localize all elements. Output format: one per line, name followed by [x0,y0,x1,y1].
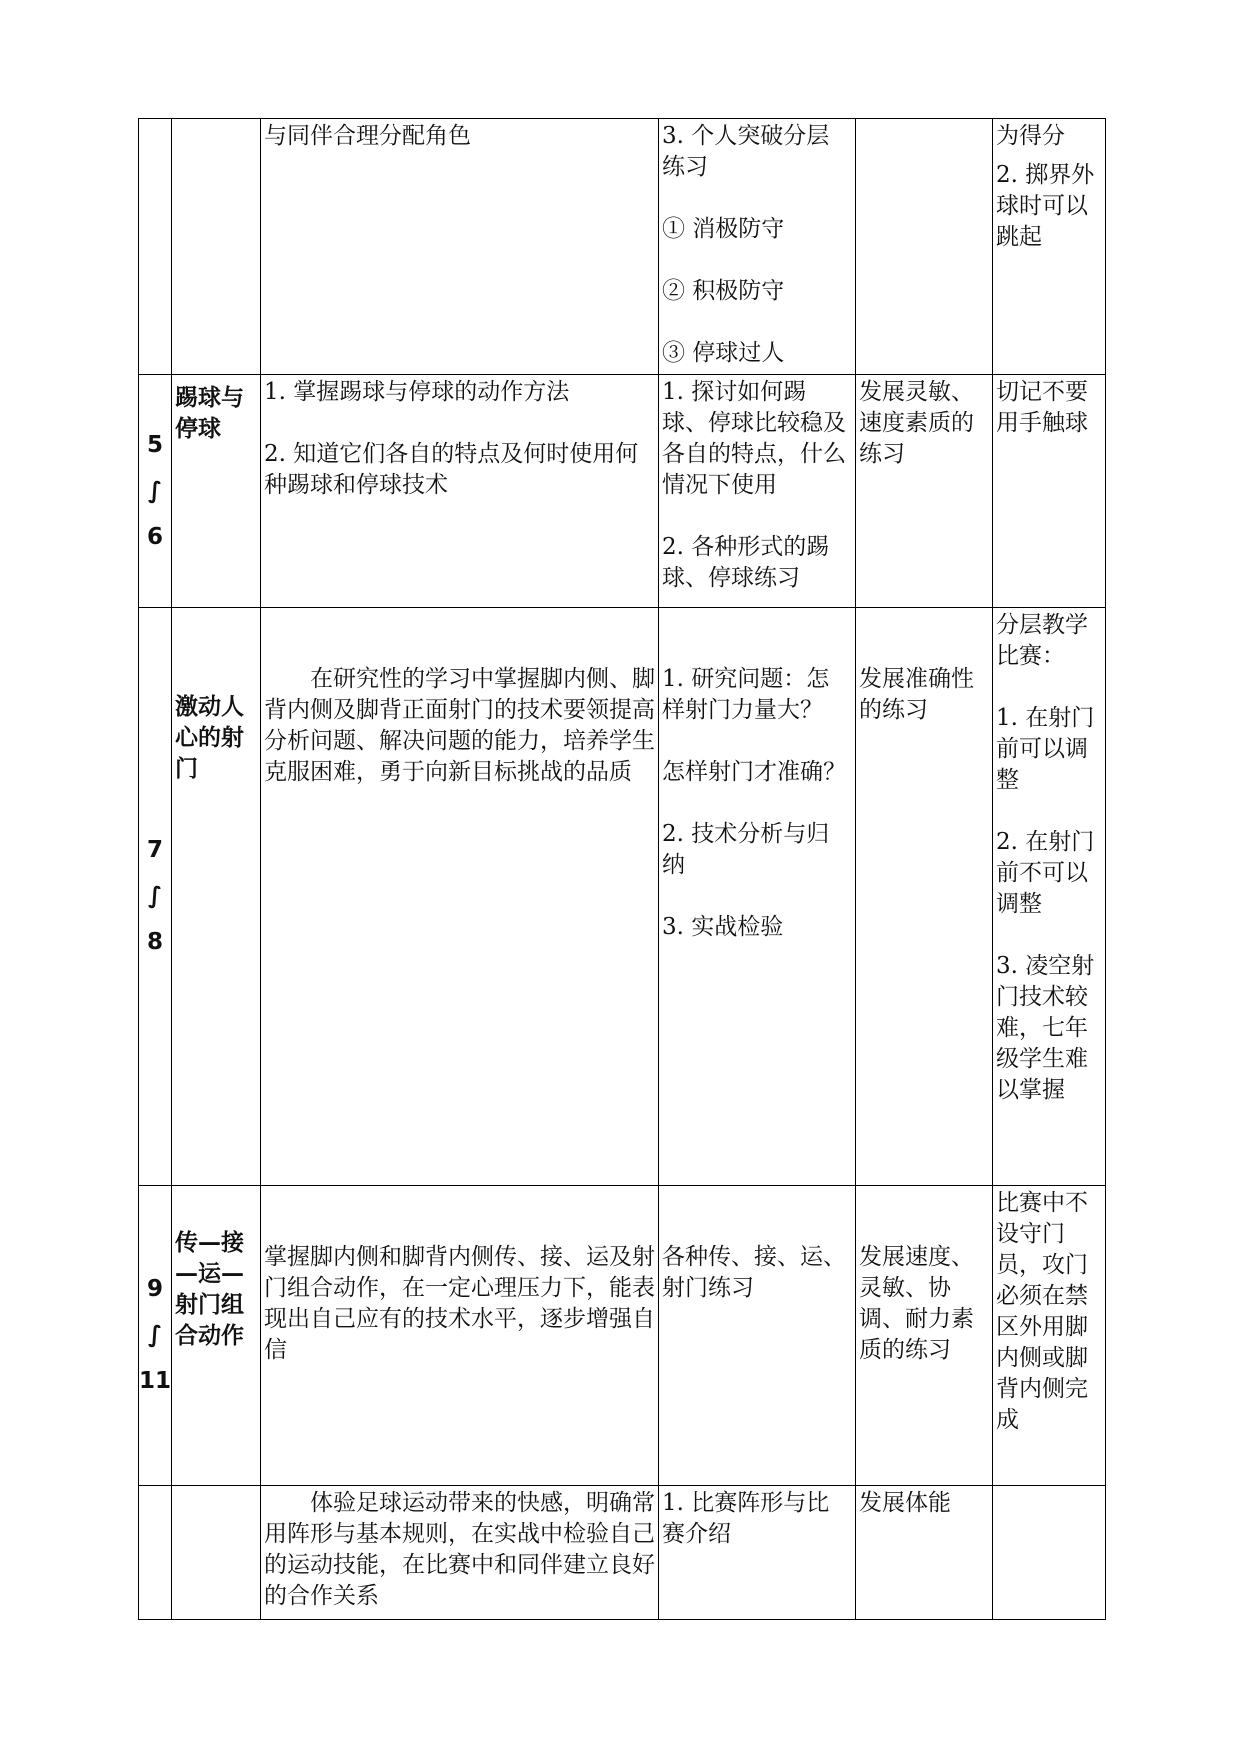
content-text: ① 消极防守 [662,216,785,242]
notes-cell [993,119,1106,375]
content-text: 2. 技术分析与归纳 [662,821,830,878]
lesson-number-cell [139,119,172,375]
lesson-number-end: 8 [146,929,163,955]
fitness-text: 发展准确性的练习 [859,666,974,723]
content-text: 各种传、接、运、射门练习 [662,1244,846,1301]
content-text: ② 积极防守 [662,278,785,304]
notes-cell [993,375,1106,608]
fitness-text: 发展速度、灵敏、协调、耐力素质的练习 [859,1244,974,1363]
goal-text: 体验足球运动带来的快感，明确常用阵形与基本规则，在实战中检验自己的运动技能，在比赛中和同伴建立良好的合作关系 [264,1490,655,1609]
table-row [139,1186,1106,1486]
table-row [139,1486,1106,1620]
notes-cell [993,608,1106,1186]
fitness-cell [856,119,993,375]
notes-cell [993,1486,1106,1620]
lesson-number-sep: ∫ [147,883,163,909]
content-text: 1. 研究问题：怎样射门力量大？ [662,666,830,723]
content-text: 1. 探讨如何踢球、停球比较稳及各自的特点，什么情况下使用 [662,379,846,498]
lesson-number-cell [139,1186,172,1486]
content-cell [659,375,856,608]
table-row [139,375,1106,608]
goal-cell [261,375,659,608]
fitness-text: 发展体能 [859,1490,951,1516]
goal-text: 掌握脚内侧和脚背内侧传、接、运及射门组合动作，在一定心理压力下，能表现出自己应有的技术水平，逐步增强自信 [264,1244,655,1363]
goal-text: 2. 知道它们各自的特点及何时使用何种踢球和停球技术 [264,441,639,498]
notes-text: 1. 在射门前可以调整 [996,705,1095,793]
notes-text: 分层教学比赛： [996,612,1088,669]
goal-text: 与同伴合理分配角色 [264,123,471,149]
topic-title: 激动人心的射门 [175,694,244,782]
notes-text: 2. 掷界外球时可以跳起 [996,162,1095,250]
fitness-cell [856,1486,993,1620]
content-cell [659,1486,856,1620]
lesson-number-start: 5 [146,431,163,458]
topic-cell [172,608,261,1186]
lesson-number-cell [139,608,172,1186]
topic-cell [172,119,261,375]
table-row [139,119,1106,375]
content-text: 1. 比赛阵形与比赛介绍 [662,1490,830,1547]
goal-cell [261,1486,659,1620]
goal-text: 在研究性的学习中掌握脚内侧、脚背内侧及脚背正面射门的技术要领提高分析问题、解决问题的能力，培养学生克服困难，勇于向新目标挑战的品质 [264,666,655,785]
content-text: 怎样射门才准确？ [662,759,846,785]
lesson-number-cell [139,1486,172,1620]
topic-title: 传—接—运—射门组合动作 [175,1230,244,1349]
content-cell [659,608,856,1186]
topic-title: 踢球与停球 [175,385,244,442]
lesson-number-cell [139,375,172,608]
notes-text: 为得分 [996,123,1065,149]
goal-cell [261,1186,659,1486]
goal-text: 1. 掌握踢球与停球的动作方法 [264,379,570,405]
topic-cell [172,375,261,608]
fitness-text: 发展灵敏、速度素质的练习 [859,379,974,467]
lesson-number-start: 7 [146,837,163,863]
content-cell [659,119,856,375]
notes-text: 比赛中不设守门员，攻门必须在禁区外用脚内侧或脚背内侧完成 [996,1190,1088,1433]
lesson-plan-table [138,118,1106,1620]
lesson-number-sep: ∫ [147,477,163,504]
fitness-cell [856,1186,993,1486]
content-text: ③ 停球过人 [662,340,785,366]
lesson-number-end: 11 [139,1368,172,1394]
lesson-number-end: 6 [146,523,163,550]
notes-text: 3. 凌空射门技术较难，七年级学生难以掌握 [996,953,1095,1103]
topic-cell [172,1186,261,1486]
content-text: 3. 个人突破分层练习 [662,123,830,180]
goal-cell [261,119,659,375]
table-row [139,608,1106,1186]
goal-cell [261,608,659,1186]
lesson-number-start: 9 [146,1276,163,1302]
notes-text: 切记不要用手触球 [996,379,1088,436]
notes-cell [993,1186,1106,1486]
content-cell [659,1186,856,1486]
fitness-cell [856,608,993,1186]
content-text: 3. 实战检验 [662,914,784,940]
notes-text: 2. 在射门前不可以调整 [996,829,1095,917]
lesson-number-sep: ∫ [147,1322,163,1348]
fitness-cell [856,375,993,608]
content-text: 2. 各种形式的踢球、停球练习 [662,534,830,591]
topic-cell [172,1486,261,1620]
